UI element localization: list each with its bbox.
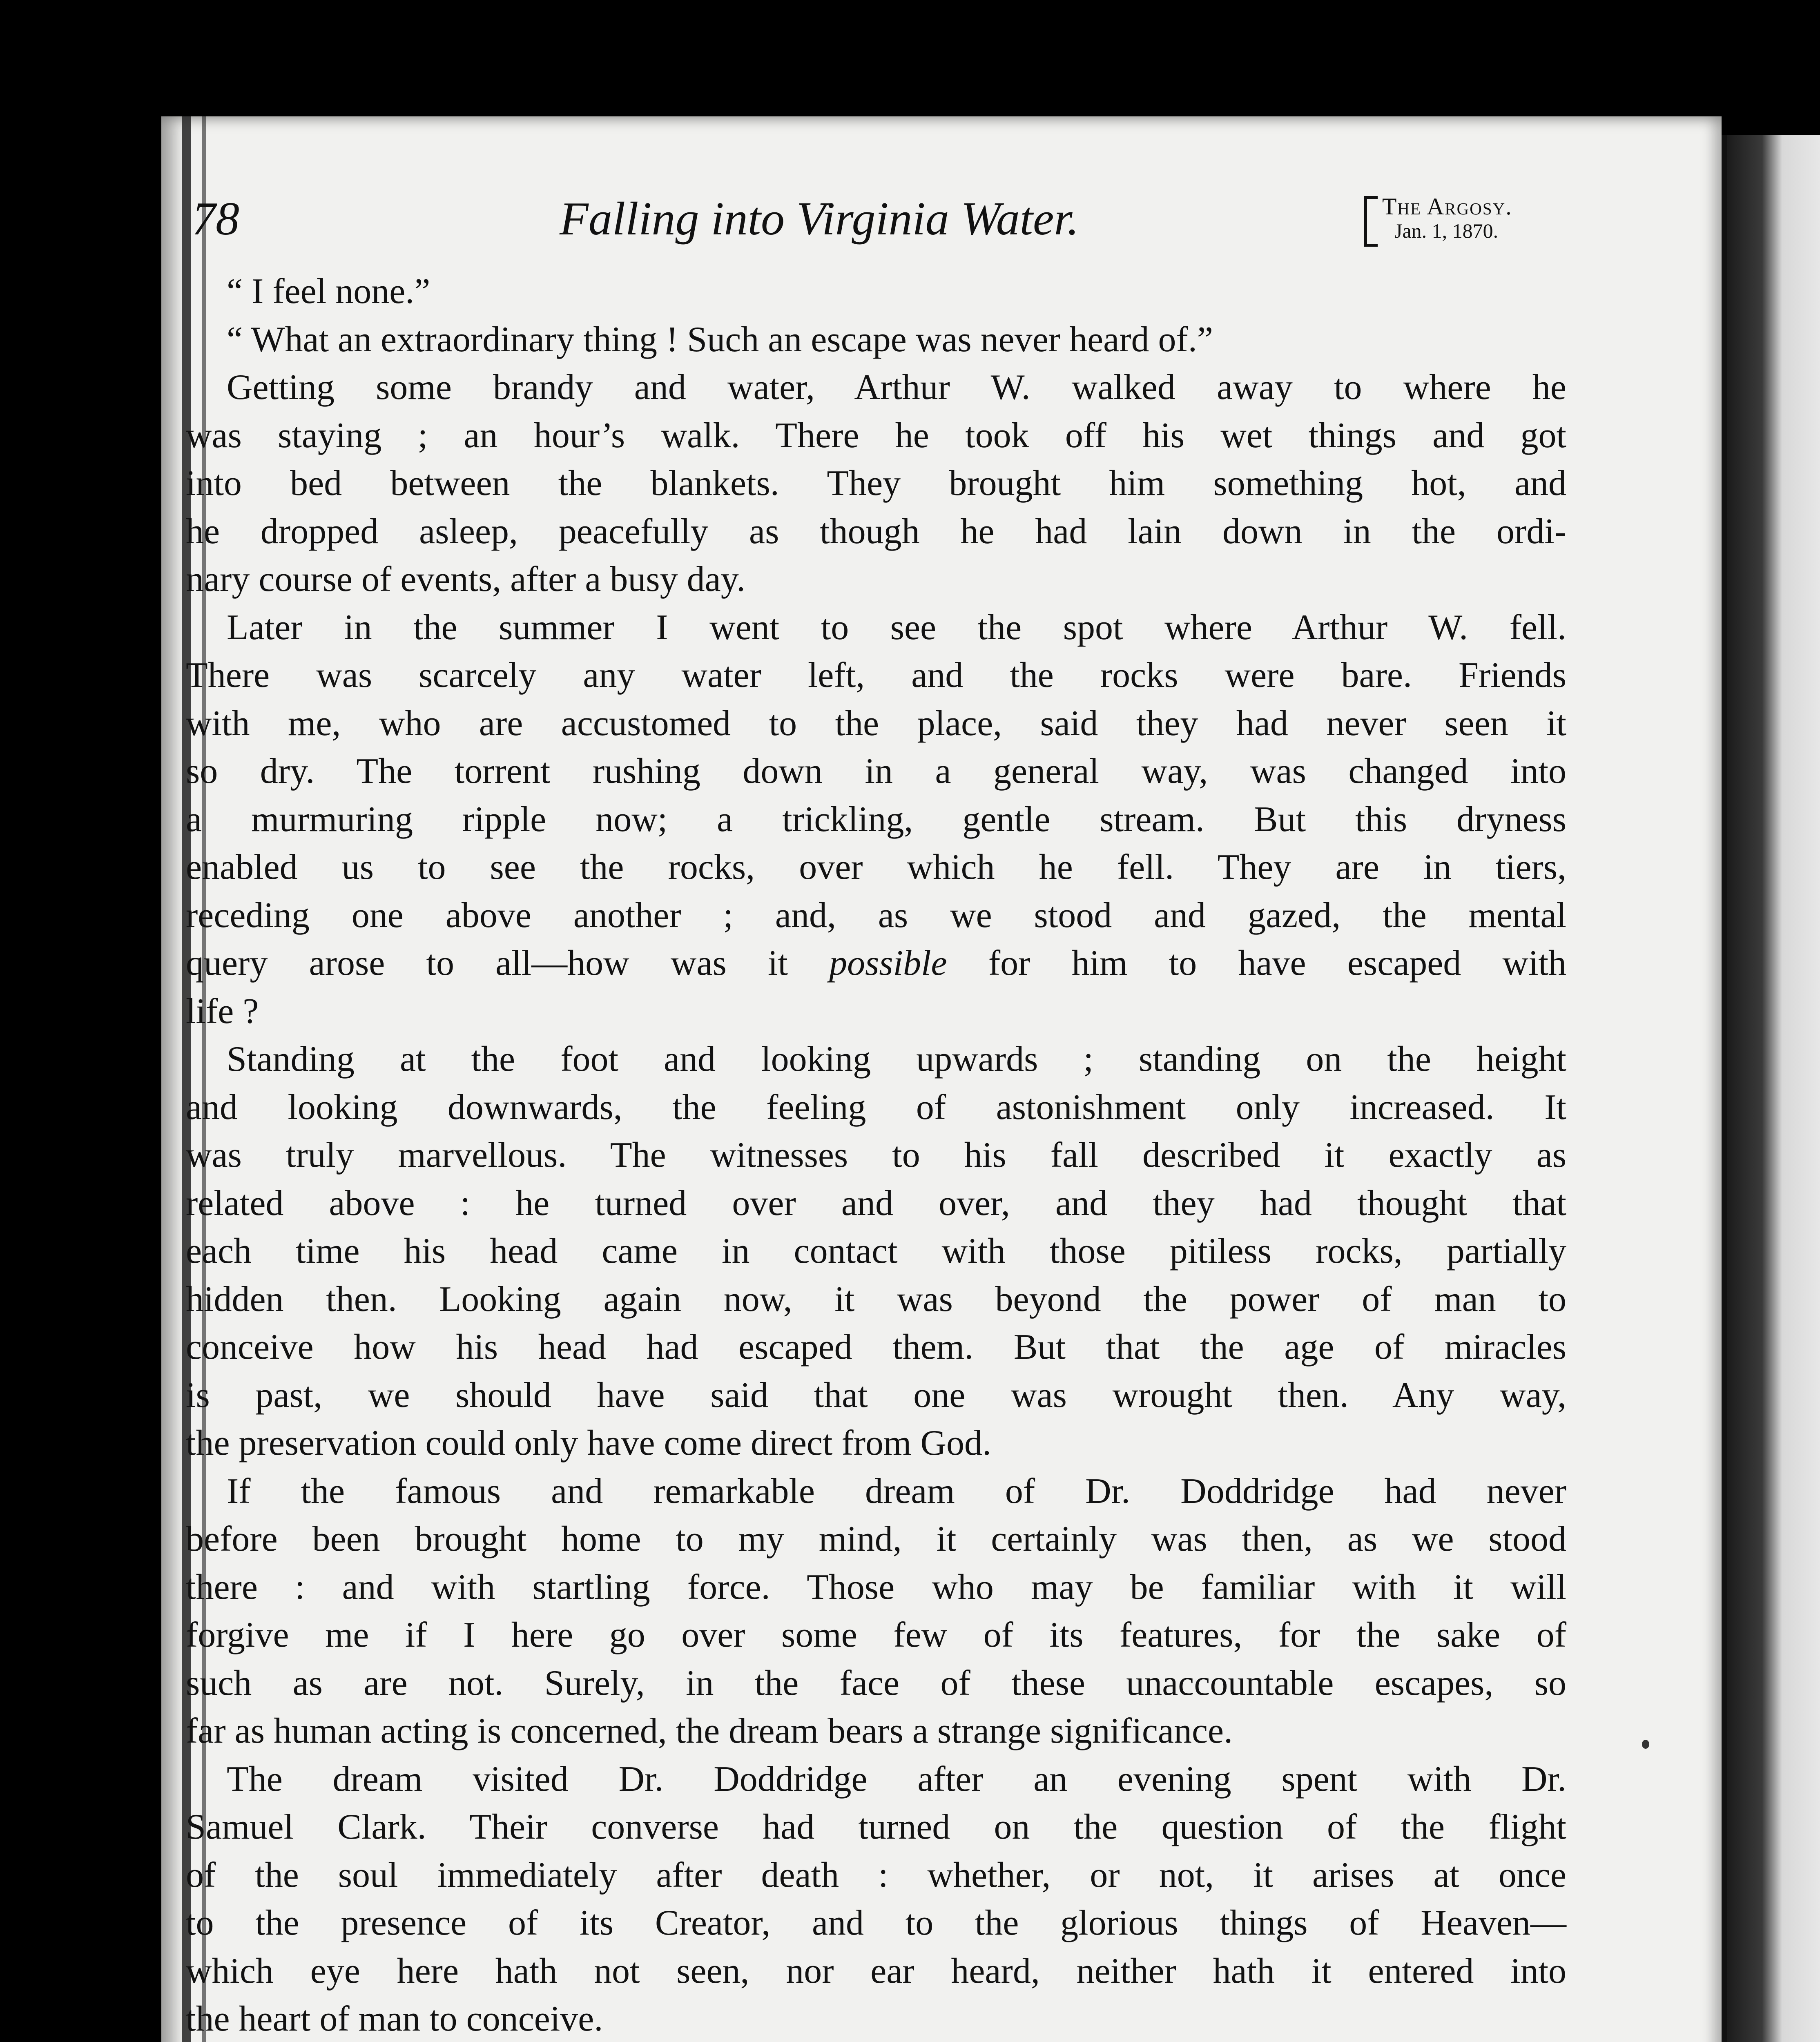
text-line: is past, we should have said that one was wrought then. Any way, bbox=[186, 1375, 1566, 1415]
text-line: If the famous and remarkable dream of Dr. Doddridge had never bbox=[227, 1471, 1566, 1511]
text-line: “ I feel none.” bbox=[227, 272, 430, 311]
emphasis: possible bbox=[829, 943, 947, 983]
text-line: before been brought home to my mind, it certainly was then, as we stood bbox=[186, 1519, 1566, 1559]
text-line: which eye here hath not seen, nor ear heard, neither hath it entered into bbox=[186, 1951, 1566, 1991]
journal-name: The Argosy. bbox=[1382, 193, 1512, 220]
running-header bbox=[192, 192, 1532, 274]
text-line: nary course of events, after a busy day. bbox=[186, 560, 745, 599]
text-line: life ? bbox=[186, 991, 259, 1031]
text-line: hidden then. Looking again now, it was beyond the power of man to bbox=[186, 1279, 1566, 1319]
text-line: there : and with startling force. Those who may be familiar with it will bbox=[186, 1567, 1566, 1607]
text-line: and looking downwards, the feeling of astonishment only increased. It bbox=[186, 1087, 1566, 1127]
text-line: of the soul immediately after death : whether, or not, it arises at once bbox=[186, 1855, 1566, 1895]
text-line: the preservation could only have come direct from God. bbox=[186, 1423, 992, 1463]
text-line: into bed between the blankets. They brought him something hot, and bbox=[186, 464, 1566, 503]
text-line: each time his head came in contact with those pitiless rocks, partially bbox=[186, 1231, 1566, 1271]
text-line: related above : he turned over and over, and they had thought that bbox=[186, 1183, 1566, 1223]
text-line: was staying ; an hour’s walk. There he took off his wet things and got bbox=[186, 415, 1566, 455]
text-line: he dropped asleep, peacefully as though he had lain down in the ordi- bbox=[186, 511, 1566, 551]
text-line: the heart of man to conceive. bbox=[186, 1999, 603, 2039]
next-page-edge bbox=[1720, 135, 1820, 2042]
text-line: The dream visited Dr. Doddridge after an evening spent with Dr. bbox=[227, 1759, 1566, 1799]
text-line: enabled us to see the rocks, over which he fell. They are in tiers, bbox=[186, 847, 1566, 887]
journal-reference bbox=[1364, 194, 1512, 242]
text-line: a murmuring ripple now; a trickling, gentle stream. But this dryness bbox=[186, 799, 1566, 839]
text-line: receding one above another ; and, as we stood and gazed, the mental bbox=[186, 895, 1566, 935]
text-line: with me, who are accustomed to the place, said they had never seen it bbox=[186, 703, 1566, 743]
print-speck bbox=[1642, 1740, 1649, 1749]
text-line: query arose to all—how was it possible for him to have escaped with bbox=[186, 943, 1566, 983]
text-line: so dry. The torrent rushing down in a general way, was changed into bbox=[186, 751, 1566, 791]
bracket-glyph bbox=[1364, 196, 1378, 247]
text-line: was truly marvellous. The witnesses to his fall described it exactly as bbox=[186, 1135, 1566, 1175]
text-line: such as are not. Surely, in the face of these unaccountable escapes, so bbox=[186, 1663, 1566, 1703]
text-line: There was scarcely any water left, and the rocks were bare. Friends bbox=[186, 655, 1566, 695]
text-line: far as human acting is concerned, the dream bears a strange significance. bbox=[186, 1711, 1233, 1751]
text-line: forgive me if I here go over some few of its features, for the sake of bbox=[186, 1615, 1566, 1655]
text-line: “ What an extraordinary thing ! Such an escape was never heard of.” bbox=[227, 319, 1213, 359]
running-title: Falling into Virginia Water. bbox=[560, 193, 1079, 245]
text-line: to the presence of its Creator, and to the glorious things of Heaven— bbox=[186, 1903, 1566, 1943]
body-text bbox=[186, 268, 1566, 2042]
journal-date: Jan. 1, 1870. bbox=[1394, 219, 1499, 242]
text-line: Standing at the foot and looking upwards ; standing on the height bbox=[227, 1039, 1566, 1079]
text-line: Getting some brandy and water, Arthur W. walked away to where he bbox=[227, 368, 1566, 407]
page-number: 78 bbox=[192, 193, 239, 245]
text-line: Later in the summer I went to see the spot where Arthur W. fell. bbox=[227, 607, 1566, 647]
text-line: Samuel Clark. Their converse had turned on the question of the flight bbox=[186, 1807, 1566, 1847]
text-line: conceive how his head had escaped them. But that the age of miracles bbox=[186, 1327, 1566, 1367]
